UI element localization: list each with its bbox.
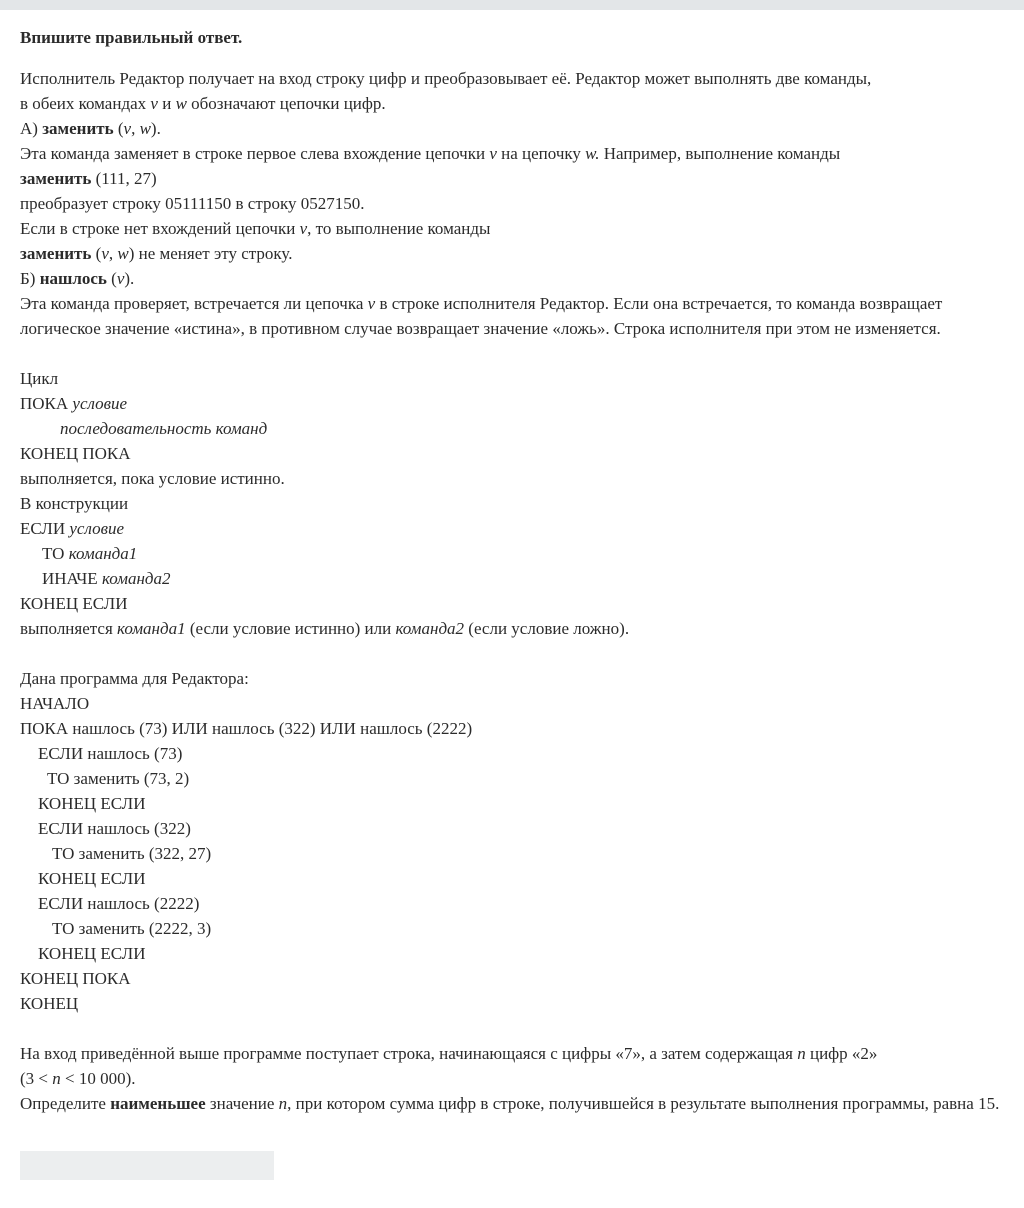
intro-line-2: в обеих командах v и w обозначают цепочки цифр. bbox=[20, 94, 386, 113]
spacer bbox=[20, 641, 1010, 666]
answer-input[interactable] bbox=[20, 1151, 274, 1180]
program-line: ТО заменить (73, 2) bbox=[47, 769, 190, 788]
program-line: ЕСЛИ нашлось (73) bbox=[38, 744, 183, 763]
example-result: преобразует строку 05111150 в строку 0527150. bbox=[20, 194, 365, 213]
question-line-1: На вход приведённой выше программе поступает строка, начинающаяся с цифры «7», а затем содержащая n цифр «2» bbox=[20, 1044, 878, 1063]
command-b-description-1: Эта команда проверяет, встречается ли цепочка v в строке исполнителя Редактор. Если она встречается, то команда возвращает bbox=[20, 294, 943, 313]
program-line: ТО заменить (322, 27) bbox=[52, 844, 212, 863]
command-b-description-2: логическое значение «истина», в противном случае возвращает значение «ложь». Строка исполнителя при этом не изменяется. bbox=[20, 319, 941, 338]
loop-title: Цикл bbox=[20, 369, 59, 388]
top-bar bbox=[0, 0, 1024, 10]
if-line: ЕСЛИ условие bbox=[20, 519, 124, 538]
program-line: КОНЕЦ ЕСЛИ bbox=[38, 944, 146, 963]
question-line-2: (3 < n < 10 000). bbox=[20, 1069, 136, 1088]
intro-line-1: Исполнитель Редактор получает на вход строку цифр и преобразовывает её. Редактор может выполнять две команды, bbox=[20, 69, 872, 88]
if-title: В конструкции bbox=[20, 494, 129, 513]
no-match-line: Если в строке нет вхождений цепочки v, то выполнение команды bbox=[20, 219, 491, 238]
loop-end: КОНЕЦ ПОКА bbox=[20, 444, 131, 463]
question-line-3: Определите наименьшее значение n, при котором сумма цифр в строке, получившейся в результате выполнения программы, равна 15. bbox=[20, 1094, 1000, 1113]
loop-body: последовательность команд bbox=[60, 419, 268, 438]
loop-while: ПОКА условие bbox=[20, 394, 128, 413]
if-end: КОНЕЦ ЕСЛИ bbox=[20, 594, 128, 613]
program-line: НАЧАЛО bbox=[20, 694, 90, 713]
program-line: КОНЕЦ ЕСЛИ bbox=[38, 869, 146, 888]
no-match-command: заменить (v, w) не меняет эту строку. bbox=[20, 244, 293, 263]
loop-note: выполняется, пока условие истинно. bbox=[20, 469, 285, 488]
program-line: КОНЕЦ bbox=[20, 994, 79, 1013]
program-line: ТО заменить (2222, 3) bbox=[52, 919, 212, 938]
spacer bbox=[20, 341, 1010, 366]
program-line: КОНЕЦ ПОКА bbox=[20, 969, 131, 988]
command-a-title: А) заменить (v, w). bbox=[20, 119, 161, 138]
program-line: ПОКА нашлось (73) ИЛИ нашлось (322) ИЛИ нашлось (2222) bbox=[20, 719, 473, 738]
task-content bbox=[20, 24, 1010, 1116]
then-line: ТО команда1 bbox=[42, 544, 138, 563]
program-line: КОНЕЦ ЕСЛИ bbox=[38, 794, 146, 813]
spacer bbox=[20, 1016, 1010, 1041]
if-note: выполняется команда1 (если условие истинно) или команда2 (если условие ложно). bbox=[20, 619, 630, 638]
task-instruction: Впишите правильный ответ. bbox=[20, 28, 243, 47]
program-line: ЕСЛИ нашлось (2222) bbox=[38, 894, 200, 913]
example-command: заменить (111, 27) bbox=[20, 169, 157, 188]
else-line: ИНАЧЕ команда2 bbox=[42, 569, 171, 588]
command-b-title: Б) нашлось (v). bbox=[20, 269, 135, 288]
program-title: Дана программа для Редактора: bbox=[20, 669, 249, 688]
command-a-description: Эта команда заменяет в строке первое слева вхождение цепочки v на цепочку w. Например, выполнение команды bbox=[20, 144, 841, 163]
program-line: ЕСЛИ нашлось (322) bbox=[38, 819, 191, 838]
